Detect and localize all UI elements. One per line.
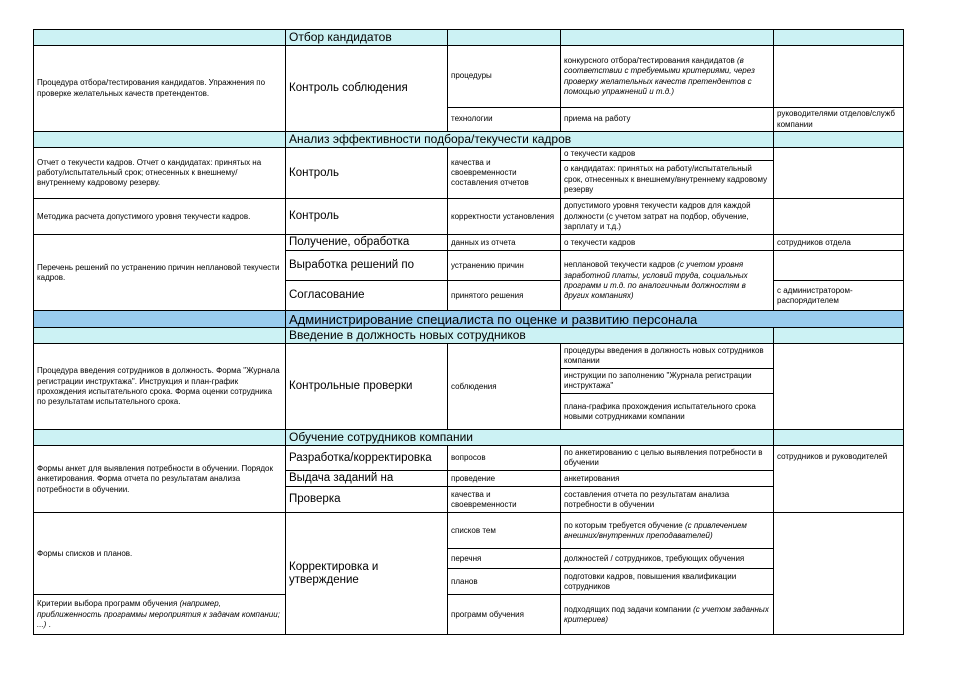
process-table <box>33 29 904 635</box>
table-row <box>34 46 904 108</box>
object-cell: корректности установления <box>448 199 561 235</box>
detail-cell: плана-графика прохождения испытательного срока новыми сотрудниками компании <box>561 394 774 430</box>
section-row <box>34 430 904 446</box>
responsible-cell: руководителями отделов/служб компании <box>774 108 904 132</box>
detail-note: (с учетом заданных критериев) <box>564 604 769 624</box>
table-row <box>34 595 904 635</box>
cell <box>34 328 286 344</box>
cell <box>774 46 904 108</box>
object-cell: списков тем <box>448 513 561 549</box>
document-cell <box>34 595 286 635</box>
cell <box>34 311 286 328</box>
document-cell: Перечень решений по устранению причин неплановой текучести кадров. <box>34 235 286 311</box>
detail-note: (с учетом уровня заработной платы, условий труда, социальных программ и т.д. по аналогичным должностям в других компаниях) <box>564 260 748 301</box>
cell <box>774 344 904 430</box>
document-cell: Отчет о текучести кадров. Отчет о кандидатах: принятых на работу/испытательный срок; отнесенных к внешнему/внутреннему кадровому резерву. <box>34 148 286 199</box>
action-cell: Разработка/корректировка <box>286 446 448 471</box>
action-cell: Выработка решений по <box>286 251 448 281</box>
criteria-end: . <box>46 620 51 630</box>
responsible-cell: сотрудников и руководителей <box>774 446 904 513</box>
cell <box>774 30 904 46</box>
section-row <box>34 328 904 344</box>
document-cell: Процедура введения сотрудников в должность. Форма "Журнала регистрации инструктажа". Инструкция и план-график прохождения испытательного срока. Форма оценки сотрудника по результатам испытательного срока. <box>34 344 286 430</box>
action-cell: Согласование <box>286 281 448 311</box>
cell <box>34 132 286 148</box>
object-cell: соблюдения <box>448 344 561 430</box>
detail-note: (с привлечением внешних/внутренних преподавателей) <box>564 520 747 540</box>
detail-cell <box>561 251 774 311</box>
responsible-cell: сотрудников отдела <box>774 235 904 251</box>
detail-text: по которым требуется обучение <box>564 520 683 530</box>
cell <box>774 430 904 446</box>
document-cell: Процедура отбора/тестирования кандидатов. Упражнения по проверке желательных качеств претендентов. <box>34 46 286 132</box>
detail-cell: о текучести кадров <box>561 235 774 251</box>
criteria-text: Критерии выбора программ обучения <box>37 599 178 609</box>
detail-cell: допустимого уровня текучести кадров для каждой должности (с учетом затрат на подбор, обучение, зарплату и т.д.) <box>561 199 774 235</box>
main-section-title: Администрирование специалиста по оценке и развитию персонала <box>286 311 904 328</box>
detail-cell: составления отчета по результатам анализа потребности в обучении <box>561 487 774 513</box>
section-title: Анализ эффективности подбора/текучести кадров <box>286 132 774 148</box>
main-section-row <box>34 311 904 328</box>
object-cell: планов <box>448 569 561 595</box>
table-row <box>34 235 904 251</box>
object-cell: качества и своевременности <box>448 487 561 513</box>
object-cell: данных из отчета <box>448 235 561 251</box>
detail-text: подходящих под задачи компании <box>564 604 691 614</box>
action-cell: Проверка <box>286 487 448 513</box>
responsible-cell: с администратором-распорядителем <box>774 281 904 311</box>
action-cell: Контроль <box>286 199 448 235</box>
detail-cell <box>561 513 774 549</box>
cell <box>774 251 904 281</box>
action-cell: Выдача заданий на <box>286 471 448 487</box>
spreadsheet <box>33 29 903 641</box>
document-cell: Формы анкет для выявления потребности в обучении. Порядок анкетирования. Форма отчета по результатам анализа потребности в обучении. <box>34 446 286 513</box>
document-cell: Формы списков и планов. <box>34 513 286 595</box>
action-cell: Получение, обработка <box>286 235 448 251</box>
section-title: Обучение сотрудников компании <box>286 430 774 446</box>
object-cell: качества и своевременности составления отчетов <box>448 148 561 199</box>
cell <box>774 132 904 148</box>
action-cell: Корректировка и утверждение <box>286 513 448 635</box>
object-cell: устранению причин <box>448 251 561 281</box>
section-title: Отбор кандидатов <box>286 30 448 46</box>
object-cell: процедуры <box>448 46 561 108</box>
cell <box>34 430 286 446</box>
object-cell: принятого решения <box>448 281 561 311</box>
table-row <box>34 199 904 235</box>
cell <box>448 30 561 46</box>
action-cell: Контрольные проверки <box>286 344 448 430</box>
detail-cell: подготовки кадров, повышения квалификации сотрудников <box>561 569 774 595</box>
table-row <box>34 513 904 549</box>
detail-cell <box>561 46 774 108</box>
detail-cell: процедуры введения в должность новых сотрудников компании <box>561 344 774 369</box>
table-row <box>34 446 904 471</box>
action-cell: Контроль <box>286 148 448 199</box>
cell <box>774 513 904 635</box>
object-cell: проведение <box>448 471 561 487</box>
cell <box>774 148 904 199</box>
detail-cell: по анкетированию с целью выявления потребности в обучении <box>561 446 774 471</box>
detail-cell <box>561 595 774 635</box>
detail-cell: анкетирования <box>561 471 774 487</box>
detail-cell: должностей / сотрудников, требующих обучения <box>561 549 774 569</box>
section-row <box>34 132 904 148</box>
detail-cell: о текучести кадров <box>561 148 774 161</box>
object-cell: перечня <box>448 549 561 569</box>
table-row <box>34 148 904 161</box>
detail-note: (в соответствии с требуемыми критериями, через проверку желательных качеств претендентов с помощью упражнений и т.д.) <box>564 55 755 96</box>
section-row <box>34 30 904 46</box>
criteria-note: (например, приближенность программы мероприятия к задачам компании; ...) <box>37 599 280 630</box>
object-cell: технологии <box>448 108 561 132</box>
object-cell: программ обучения <box>448 595 561 635</box>
detail-cell: о кандидатах: принятых на работу/испытательный срок, отнесенных к внешнему/внутреннему кадровому резерву <box>561 161 774 199</box>
detail-cell: инструкции по заполнению "Журнала регистрации инструктажа" <box>561 369 774 394</box>
cell <box>561 30 774 46</box>
detail-cell: приема на работу <box>561 108 774 132</box>
detail-text: конкурсного отбора/тестирования кандидатов <box>564 55 735 65</box>
cell <box>774 328 904 344</box>
document-cell: Методика расчета допустимого уровня текучести кадров. <box>34 199 286 235</box>
cell <box>774 199 904 235</box>
table-row <box>34 344 904 369</box>
cell <box>34 30 286 46</box>
detail-text: неплановой текучести кадров <box>564 260 676 270</box>
section-title: Введение в должность новых сотрудников <box>286 328 774 344</box>
object-cell: вопросов <box>448 446 561 471</box>
action-cell: Контроль соблюдения <box>286 46 448 132</box>
